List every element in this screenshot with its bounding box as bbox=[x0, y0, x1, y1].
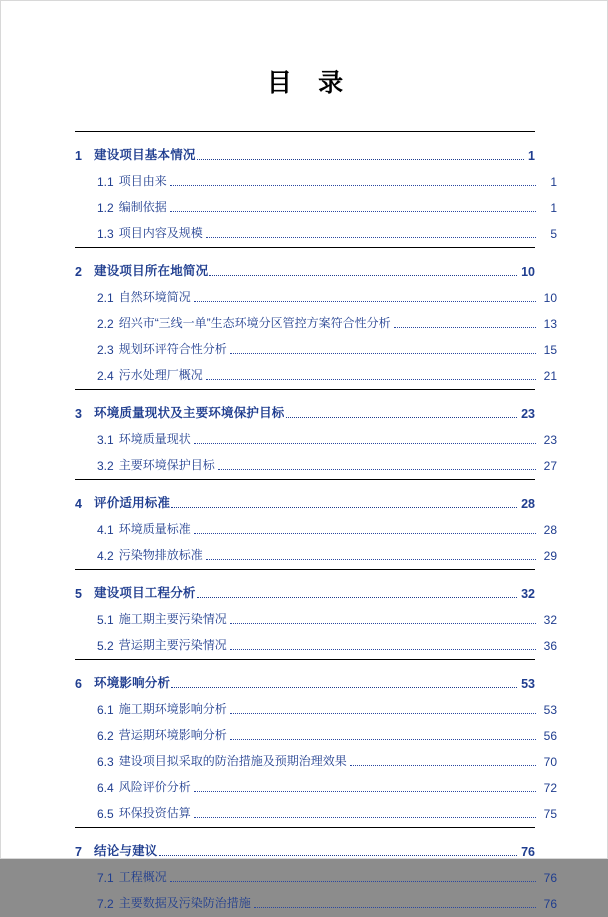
toc-entry-level2[interactable] bbox=[75, 752, 557, 769]
toc-entry-level2[interactable] bbox=[75, 172, 557, 189]
toc-page: 1 bbox=[528, 149, 535, 163]
toc-number: 5 bbox=[75, 587, 82, 601]
toc-label: 绍兴市“三线一单”生态环境分区管控方案符合性分析 bbox=[118, 316, 391, 330]
toc-entry-level2[interactable] bbox=[75, 610, 557, 627]
toc-group bbox=[75, 673, 557, 827]
toc-entry-level2[interactable] bbox=[75, 430, 557, 447]
leader-dots bbox=[194, 300, 536, 302]
toc-entry-level2[interactable] bbox=[75, 198, 557, 215]
toc-page: 21 bbox=[543, 369, 557, 383]
toc-page: 75 bbox=[543, 807, 557, 821]
divider bbox=[75, 659, 535, 660]
toc-number: 6.4 bbox=[97, 781, 114, 795]
toc-page: 29 bbox=[543, 549, 557, 563]
toc-entry-level2[interactable] bbox=[75, 778, 557, 795]
leader-dots bbox=[230, 622, 536, 624]
toc-number: 6.2 bbox=[97, 729, 114, 743]
toc-entry-level2[interactable] bbox=[75, 894, 557, 911]
toc-number: 2.1 bbox=[97, 291, 114, 305]
toc-number: 7 bbox=[75, 845, 82, 859]
toc-number: 2.2 bbox=[97, 317, 114, 331]
toc-page: 28 bbox=[521, 497, 535, 511]
leader-dots bbox=[254, 906, 536, 908]
toc-page: 32 bbox=[543, 613, 557, 627]
toc-number: 2.3 bbox=[97, 343, 114, 357]
toc-page: 27 bbox=[543, 459, 557, 473]
toc-label: 结论与建议 bbox=[94, 844, 158, 858]
leader-dots bbox=[197, 596, 517, 598]
toc-label: 环保投资估算 bbox=[118, 806, 191, 820]
toc-entry-level2[interactable] bbox=[75, 636, 557, 653]
toc-label: 主要环境保护目标 bbox=[118, 458, 215, 472]
divider bbox=[75, 389, 535, 390]
toc-label: 建设项目拟采取的防治措施及预期治理效果 bbox=[118, 754, 347, 768]
toc-entry-level1[interactable] bbox=[75, 583, 535, 601]
leader-dots bbox=[230, 712, 536, 714]
leader-dots bbox=[194, 532, 536, 534]
toc-entry-level1[interactable] bbox=[75, 261, 535, 279]
toc-page: 23 bbox=[543, 433, 557, 447]
toc-page: 23 bbox=[521, 407, 535, 421]
toc-group bbox=[75, 145, 557, 247]
toc-page: 76 bbox=[521, 845, 535, 859]
toc-label: 污水处理厂概况 bbox=[118, 368, 203, 382]
leader-dots bbox=[171, 506, 517, 508]
toc-entry-level1[interactable] bbox=[75, 493, 535, 511]
toc-entry-level2[interactable] bbox=[75, 700, 557, 717]
toc-entry-level1[interactable] bbox=[75, 841, 535, 859]
toc-entry-level2[interactable] bbox=[75, 804, 557, 821]
toc-label: 评价适用标准 bbox=[94, 496, 171, 510]
toc-entry-level2[interactable] bbox=[75, 366, 557, 383]
page-title: 目 录 bbox=[266, 70, 354, 97]
toc-number: 3.2 bbox=[97, 459, 114, 473]
leader-dots bbox=[218, 468, 536, 470]
toc-number: 2 bbox=[75, 265, 82, 279]
toc-group bbox=[75, 493, 557, 569]
leader-dots bbox=[197, 158, 524, 160]
leader-dots bbox=[194, 816, 536, 818]
toc-page: 1 bbox=[550, 175, 557, 189]
toc-page: 10 bbox=[521, 265, 535, 279]
toc-number: 2.4 bbox=[97, 369, 114, 383]
divider bbox=[75, 247, 535, 248]
toc-label: 污染物排放标准 bbox=[118, 548, 203, 562]
divider bbox=[75, 131, 535, 132]
toc-page: 1 bbox=[550, 201, 557, 215]
toc-entry-level2[interactable] bbox=[75, 314, 557, 331]
divider bbox=[75, 827, 535, 828]
toc-number: 6 bbox=[75, 677, 82, 691]
leader-dots bbox=[350, 764, 536, 766]
leader-dots bbox=[209, 274, 517, 276]
leader-dots bbox=[170, 880, 536, 882]
toc-label: 编制依据 bbox=[118, 200, 167, 214]
toc-page: 53 bbox=[521, 677, 535, 691]
toc-number: 7.2 bbox=[97, 897, 114, 911]
toc-label: 建设项目所在地简况 bbox=[94, 264, 209, 278]
toc-page: 56 bbox=[543, 729, 557, 743]
toc-page: 15 bbox=[543, 343, 557, 357]
toc-number: 6.5 bbox=[97, 807, 114, 821]
toc-entry-level2[interactable] bbox=[75, 520, 557, 537]
toc-label: 建设项目工程分析 bbox=[94, 586, 196, 600]
toc-number: 7.1 bbox=[97, 871, 114, 885]
toc-label: 项目由来 bbox=[118, 174, 167, 188]
toc-label: 项目内容及规模 bbox=[118, 226, 203, 240]
toc-label: 环境质量现状及主要环境保护目标 bbox=[94, 406, 285, 420]
toc-page: 28 bbox=[543, 523, 557, 537]
toc-label: 营运期环境影响分析 bbox=[118, 728, 227, 742]
toc-number: 4.1 bbox=[97, 523, 114, 537]
leader-dots bbox=[170, 184, 536, 186]
toc-page: 76 bbox=[543, 897, 557, 911]
toc-entry-level1[interactable] bbox=[75, 145, 535, 163]
divider bbox=[75, 479, 535, 480]
toc-number: 4 bbox=[75, 497, 82, 511]
toc-page: 13 bbox=[543, 317, 557, 331]
toc-number: 1.3 bbox=[97, 227, 114, 241]
toc-number: 3 bbox=[75, 407, 82, 421]
toc-entry-level1[interactable] bbox=[75, 403, 535, 421]
leader-dots bbox=[206, 378, 536, 380]
toc-entry-level2[interactable] bbox=[75, 868, 557, 885]
toc-page: 10 bbox=[543, 291, 557, 305]
leader-dots bbox=[171, 686, 517, 688]
toc-page: 5 bbox=[550, 227, 557, 241]
toc-number: 4.2 bbox=[97, 549, 114, 563]
toc-label: 环境质量标准 bbox=[118, 522, 191, 536]
toc-label: 主要数据及污染防治措施 bbox=[118, 896, 251, 910]
toc-page: 72 bbox=[543, 781, 557, 795]
toc-group bbox=[75, 403, 557, 479]
toc-number: 1 bbox=[75, 149, 82, 163]
toc-label: 环境影响分析 bbox=[94, 676, 171, 690]
toc-number: 1.2 bbox=[97, 201, 114, 215]
toc-page: 32 bbox=[521, 587, 535, 601]
toc-label: 施工期主要污染情况 bbox=[118, 612, 227, 626]
toc-number: 6.1 bbox=[97, 703, 114, 717]
toc-group bbox=[75, 583, 557, 659]
toc-number: 5.2 bbox=[97, 639, 114, 653]
toc-label: 风险评价分析 bbox=[118, 780, 191, 794]
toc-page: 70 bbox=[543, 755, 557, 769]
toc-entry-level2[interactable] bbox=[75, 224, 557, 241]
table-of-contents bbox=[75, 131, 557, 917]
leader-dots bbox=[394, 326, 536, 328]
leader-dots bbox=[286, 416, 518, 418]
toc-number: 5.1 bbox=[97, 613, 114, 627]
toc-group bbox=[75, 261, 557, 389]
toc-number: 1.1 bbox=[97, 175, 114, 189]
toc-label: 建设项目基本情况 bbox=[94, 148, 196, 162]
toc-entry-level2[interactable] bbox=[75, 288, 557, 305]
toc-page: 53 bbox=[543, 703, 557, 717]
leader-dots bbox=[206, 236, 536, 238]
toc-number: 6.3 bbox=[97, 755, 114, 769]
toc-label: 施工期环境影响分析 bbox=[118, 702, 227, 716]
toc-entry-level2[interactable] bbox=[75, 546, 557, 563]
leader-dots bbox=[206, 558, 536, 560]
toc-entry-level2[interactable] bbox=[75, 726, 557, 743]
toc-entry-level2[interactable] bbox=[75, 340, 557, 357]
leader-dots bbox=[194, 442, 536, 444]
toc-group bbox=[75, 841, 557, 917]
leader-dots bbox=[159, 854, 518, 856]
toc-entry-level1[interactable] bbox=[75, 673, 535, 691]
toc-entry-level2[interactable] bbox=[75, 456, 557, 473]
toc-page: 76 bbox=[543, 871, 557, 885]
toc-label: 自然环境简况 bbox=[118, 290, 191, 304]
leader-dots bbox=[230, 738, 536, 740]
leader-dots bbox=[194, 790, 536, 792]
leader-dots bbox=[230, 648, 536, 650]
divider bbox=[75, 569, 535, 570]
toc-label: 规划环评符合性分析 bbox=[118, 342, 227, 356]
leader-dots bbox=[170, 210, 536, 212]
toc-label: 工程概况 bbox=[118, 870, 167, 884]
toc-label: 营运期主要污染情况 bbox=[118, 638, 227, 652]
toc-page: 36 bbox=[543, 639, 557, 653]
leader-dots bbox=[230, 352, 536, 354]
page-content bbox=[75, 63, 557, 917]
toc-label: 环境质量现状 bbox=[118, 432, 191, 446]
toc-number: 3.1 bbox=[97, 433, 114, 447]
